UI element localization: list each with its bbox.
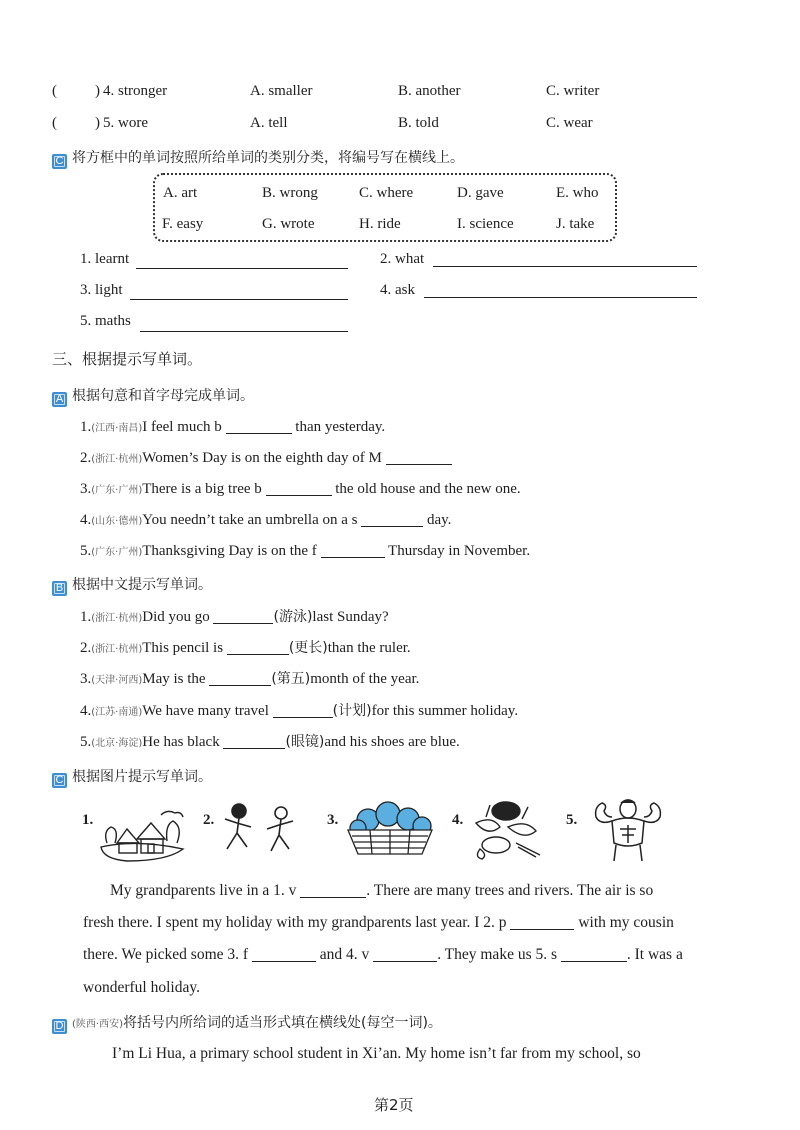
mc-option-b-4: B. another <box>398 83 461 99</box>
classify-answer-line-5[interactable] <box>140 331 348 332</box>
classify-answer-line-3[interactable] <box>130 299 348 300</box>
section-d-heading <box>52 1016 442 1034</box>
vegetables-icon <box>466 797 548 863</box>
answer-blank[interactable] <box>223 734 285 749</box>
answer-blank[interactable] <box>361 512 423 527</box>
picture-number-1: 1. <box>82 812 94 828</box>
word-box-item: G. wrote <box>262 216 315 232</box>
section-a-heading <box>52 389 254 407</box>
word-box-item: I. science <box>457 216 514 232</box>
question-b-3: 3.(天津·河西)May is the (第五)month of the year. <box>80 671 420 687</box>
answer-blank[interactable] <box>273 703 333 718</box>
section-badge-icon: B <box>52 581 67 596</box>
section-badge-icon: C <box>52 773 67 788</box>
classify-answer-line-4[interactable] <box>424 297 697 298</box>
mc-option-c-5: C. wear <box>546 115 593 131</box>
answer-blank[interactable] <box>321 543 385 558</box>
answer-blank[interactable] <box>226 419 292 434</box>
classify-item-4: 4. ask <box>380 282 415 298</box>
mc-paren-open-4: ( <box>52 83 57 99</box>
word-box-item: F. easy <box>162 216 204 232</box>
classify-answer-line-1[interactable] <box>136 268 348 269</box>
fruit-basket-icon <box>342 798 438 860</box>
classify-answer-line-2[interactable] <box>433 266 697 267</box>
mc-option-c-4: C. writer <box>546 83 600 99</box>
section-c1-instruction: 将方框中的单词按照所给单词的类别分类，将编号写在横线上。 <box>72 150 464 166</box>
answer-blank[interactable] <box>386 450 452 465</box>
passage-line-3: there. We picked some 3. f and 4. v . They make us 5. s . It was a <box>83 946 683 963</box>
question-a-1: 1.(江西·南昌)I feel much b than yesterday. <box>80 419 386 435</box>
word-box-item: D. gave <box>457 185 504 201</box>
question-b-4: 4.(江苏·南通)We have many travel (计划)for this summer holiday. <box>80 703 519 719</box>
word-box-item: J. take <box>556 216 595 232</box>
mc-paren-open-5: ( <box>52 115 57 131</box>
section-badge-icon: D <box>52 1019 67 1034</box>
question-b-5: 5.(北京·海淀)He has black (眼镜)and his shoes are blue. <box>80 734 460 750</box>
picture-number-5: 5. <box>566 812 578 828</box>
answer-blank[interactable] <box>266 481 332 496</box>
section-badge-icon: A <box>52 392 67 407</box>
question-a-3: 3.(广东·广州)There is a big tree b the old house and the new one. <box>80 481 521 497</box>
question-a-4: 4.(山东·德州)You needn’t take an umbrella on a s day. <box>80 512 452 528</box>
section-d-tag: (陕西·西安) <box>72 1019 123 1030</box>
section-d-instruction: 将括号内所给词的适当形式填在横线处(每空一词)。 <box>122 1015 442 1031</box>
classify-item-1: 1. learnt <box>80 251 130 267</box>
answer-blank[interactable] <box>373 947 437 962</box>
mc-stem-5: 5. wore <box>103 115 148 131</box>
word-box-item: H. ride <box>359 216 401 232</box>
question-b-2: 2.(浙江·杭州)This pencil is (更长)than the ruler. <box>80 640 411 656</box>
passage-line-1: My grandparents live in a 1. v . There are many trees and rivers. The air is so <box>110 882 654 899</box>
answer-blank[interactable] <box>300 883 366 898</box>
answer-blank[interactable] <box>227 640 289 655</box>
mc-option-a-5: A. tell <box>250 115 288 131</box>
part3-heading: 三、根据提示写单词。 <box>52 350 203 368</box>
picture-number-4: 4. <box>452 812 464 828</box>
section-c1-heading <box>52 151 464 169</box>
question-a-2: 2.(浙江·杭州)Women’s Day is on the eighth day of M <box>80 450 452 466</box>
passage-line-4: wonderful holiday. <box>83 979 200 996</box>
section-badge-icon: C <box>52 154 67 169</box>
word-box-item: A. art <box>163 185 198 201</box>
section-b-instruction: 根据中文提示写单词。 <box>72 577 212 593</box>
section-b-heading <box>52 578 212 596</box>
word-box-item: B. wrong <box>262 185 318 201</box>
mc-stem-4: 4. stronger <box>103 83 168 99</box>
answer-blank[interactable] <box>510 915 574 930</box>
word-box-item: E. who <box>556 185 599 201</box>
answer-blank[interactable] <box>561 947 627 962</box>
answer-blank[interactable] <box>252 947 316 962</box>
classify-item-5: 5. maths <box>80 313 131 329</box>
mc-option-a-4: A. smaller <box>250 83 313 99</box>
section-a-instruction: 根据句意和首字母完成单词。 <box>72 388 254 404</box>
passage-line-2: fresh there. I spent my holiday with my grandparents last year. I 2. p with my cousin <box>83 914 674 931</box>
answer-blank[interactable] <box>213 609 273 624</box>
page-number: 第2页 <box>374 1096 414 1114</box>
classify-item-2: 2. what <box>380 251 425 267</box>
strong-man-icon <box>588 795 668 863</box>
picture-number-2: 2. <box>203 812 215 828</box>
question-a-5: 5.(广东·广州)Thanksgiving Day is on the f Thursday in November. <box>80 543 531 559</box>
running-kids-icon <box>217 801 305 859</box>
classify-item-3: 3. light <box>80 282 123 298</box>
picture-number-3: 3. <box>327 812 339 828</box>
mc-paren-close-5: ) <box>95 115 100 131</box>
question-b-1: 1.(浙江·杭州)Did you go (游泳)last Sunday? <box>80 609 389 625</box>
section-c-heading <box>52 770 212 788</box>
word-box-item: C. where <box>359 185 414 201</box>
section-c-instruction: 根据图片提示写单词。 <box>72 769 212 785</box>
village-icon <box>97 803 187 865</box>
mc-option-b-5: B. told <box>398 115 439 131</box>
section-d-passage: I’m Li Hua, a primary school student in Xi’an. My home isn’t far from my school, so <box>112 1045 641 1062</box>
mc-paren-close-4: ) <box>95 83 100 99</box>
answer-blank[interactable] <box>209 671 271 686</box>
